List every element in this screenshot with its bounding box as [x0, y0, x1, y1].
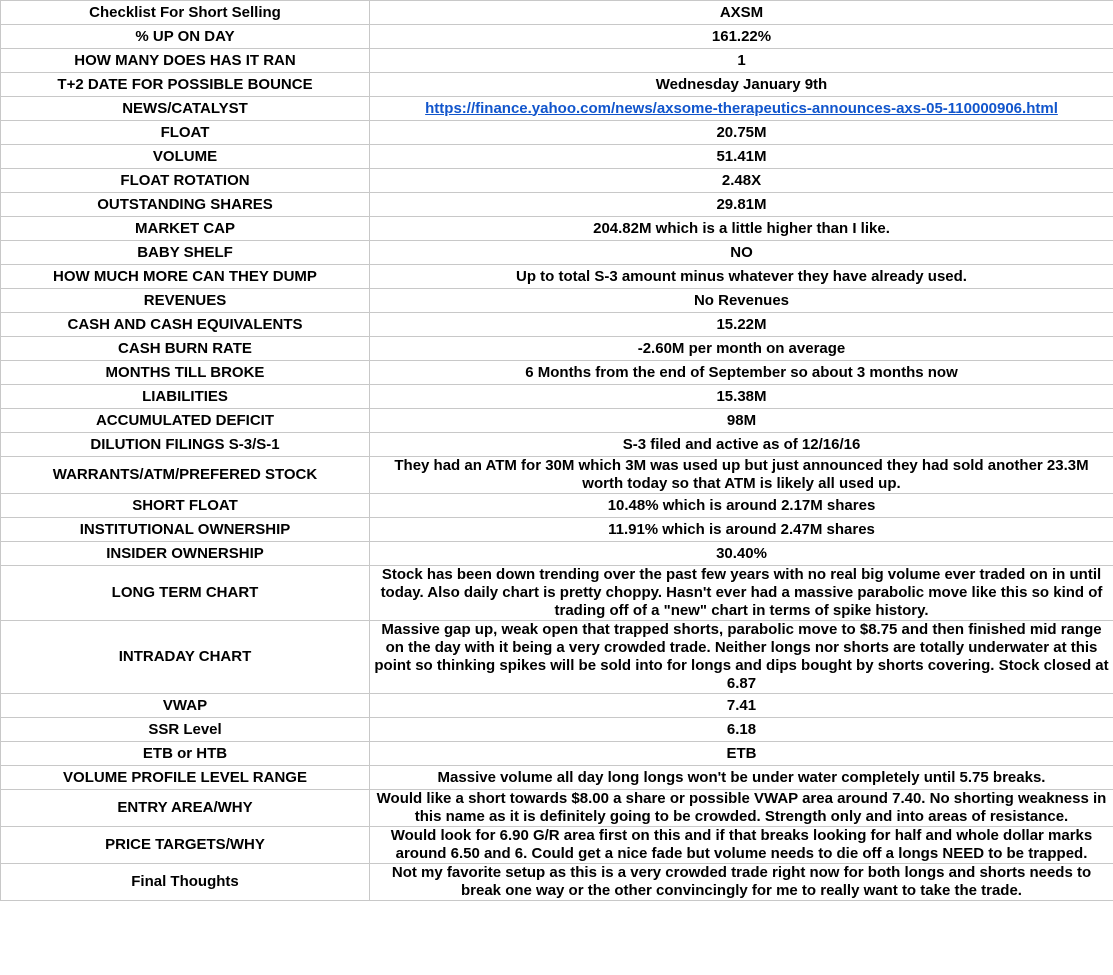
table-row	[1, 97, 1113, 121]
row-label[interactable]: PRICE TARGETS/WHY	[1, 827, 370, 864]
row-label[interactable]: INTRADAY CHART	[1, 621, 370, 694]
table-row	[1, 718, 1113, 742]
row-value[interactable]: Would look for 6.90 G/R area first on this and if that breaks looking for half and whole dollar marks around 6.50 and 6. Could get a nice fade but volume needs to die off a longs NEED to be trapped.	[370, 827, 1113, 864]
row-value[interactable]: 51.41M	[370, 145, 1113, 169]
row-label[interactable]: ETB or HTB	[1, 742, 370, 766]
row-label[interactable]: FLOAT ROTATION	[1, 169, 370, 193]
row-value[interactable]: 161.22%	[370, 25, 1113, 49]
table-row	[1, 621, 1113, 694]
table-row	[1, 217, 1113, 241]
row-value[interactable]: 1	[370, 49, 1113, 73]
row-value[interactable]: 20.75M	[370, 121, 1113, 145]
row-value[interactable]: They had an ATM for 30M which 3M was used up but just announced they had sold another 23.3M worth today so that ATM is likely all used up.	[370, 457, 1113, 494]
row-value[interactable]: 6 Months from the end of September so about 3 months now	[370, 361, 1113, 385]
row-value[interactable]: Massive volume all day long longs won't be under water completely until 5.75 breaks.	[370, 766, 1113, 790]
row-label[interactable]: CASH BURN RATE	[1, 337, 370, 361]
row-value[interactable]: 15.38M	[370, 385, 1113, 409]
row-label[interactable]: ACCUMULATED DEFICIT	[1, 409, 370, 433]
table-row	[1, 864, 1113, 901]
table-row	[1, 790, 1113, 827]
row-value[interactable]: No Revenues	[370, 289, 1113, 313]
row-value[interactable]: AXSM	[370, 1, 1113, 25]
table-row	[1, 766, 1113, 790]
row-value[interactable]: 7.41	[370, 694, 1113, 718]
table-row	[1, 289, 1113, 313]
row-label[interactable]: HOW MUCH MORE CAN THEY DUMP	[1, 265, 370, 289]
row-label[interactable]: % UP ON DAY	[1, 25, 370, 49]
news-link[interactable]: https://finance.yahoo.com/news/axsome-therapeutics-announces-axs-05-110000906.html	[425, 99, 1058, 117]
table-row	[1, 827, 1113, 864]
row-value[interactable]: Stock has been down trending over the past few years with no real big volume ever traded on in until today. Also daily chart is pretty choppy. Hasn't ever had a massive parabolic move like this so kind of trading off of a "new" chart in terms of spike history.	[370, 566, 1113, 621]
row-label[interactable]: SHORT FLOAT	[1, 494, 370, 518]
row-value[interactable]: NO	[370, 241, 1113, 265]
row-label[interactable]: OUTSTANDING SHARES	[1, 193, 370, 217]
row-value[interactable]: -2.60M per month on average	[370, 337, 1113, 361]
row-value[interactable]: Massive gap up, weak open that trapped shorts, parabolic move to $8.75 and then finished mid range on the day with it being a very crowded trade. Neither longs nor shorts are totally underwater at this point so thinking spikes will be sold into for longs and dips bought by shorts covering. Stock closed at 6.87	[370, 621, 1113, 694]
row-label[interactable]: INSIDER OWNERSHIP	[1, 542, 370, 566]
row-label[interactable]: WARRANTS/ATM/PREFERED STOCK	[1, 457, 370, 494]
table-row	[1, 313, 1113, 337]
row-value[interactable]: 2.48X	[370, 169, 1113, 193]
row-value[interactable]: S-3 filed and active as of 12/16/16	[370, 433, 1113, 457]
row-label[interactable]: MONTHS TILL BROKE	[1, 361, 370, 385]
table-row	[1, 694, 1113, 718]
row-value[interactable]: 15.22M	[370, 313, 1113, 337]
table-row	[1, 169, 1113, 193]
row-value[interactable]: 10.48% which is around 2.17M shares	[370, 494, 1113, 518]
row-label[interactable]: VOLUME	[1, 145, 370, 169]
row-label[interactable]: LONG TERM CHART	[1, 566, 370, 621]
news-link-cell[interactable]	[370, 97, 1113, 121]
row-label[interactable]: REVENUES	[1, 289, 370, 313]
table-row	[1, 121, 1113, 145]
table-row	[1, 49, 1113, 73]
row-label[interactable]: BABY SHELF	[1, 241, 370, 265]
row-label[interactable]: T+2 DATE FOR POSSIBLE BOUNCE	[1, 73, 370, 97]
row-label[interactable]: Final Thoughts	[1, 864, 370, 901]
row-label[interactable]: VOLUME PROFILE LEVEL RANGE	[1, 766, 370, 790]
table-row	[1, 433, 1113, 457]
row-value[interactable]: Up to total S-3 amount minus whatever they have already used.	[370, 265, 1113, 289]
table-row	[1, 241, 1113, 265]
table-row	[1, 337, 1113, 361]
table-row	[1, 742, 1113, 766]
row-label[interactable]: HOW MANY DOES HAS IT RAN	[1, 49, 370, 73]
row-value[interactable]: 29.81M	[370, 193, 1113, 217]
table-row	[1, 409, 1113, 433]
checklist-body	[1, 1, 1113, 901]
row-label[interactable]: VWAP	[1, 694, 370, 718]
row-label[interactable]: LIABILITIES	[1, 385, 370, 409]
row-value[interactable]: ETB	[370, 742, 1113, 766]
table-row	[1, 385, 1113, 409]
row-label[interactable]: INSTITUTIONAL OWNERSHIP	[1, 518, 370, 542]
row-value[interactable]: Would like a short towards $8.00 a share or possible VWAP area around 7.40. No shorting weakness in this name as it is definitely going to be crowded. Strength only and into areas of resistance.	[370, 790, 1113, 827]
table-row	[1, 361, 1113, 385]
table-row	[1, 265, 1113, 289]
row-label[interactable]: CASH AND CASH EQUIVALENTS	[1, 313, 370, 337]
row-value[interactable]: 98M	[370, 409, 1113, 433]
row-label[interactable]: FLOAT	[1, 121, 370, 145]
row-label[interactable]: SSR Level	[1, 718, 370, 742]
table-row	[1, 518, 1113, 542]
table-row	[1, 73, 1113, 97]
row-label[interactable]: DILUTION FILINGS S-3/S-1	[1, 433, 370, 457]
row-label[interactable]: NEWS/CATALYST	[1, 97, 370, 121]
row-value[interactable]: 30.40%	[370, 542, 1113, 566]
table-row	[1, 145, 1113, 169]
table-row	[1, 566, 1113, 621]
row-value[interactable]: 204.82M which is a little higher than I like.	[370, 217, 1113, 241]
row-value[interactable]: Wednesday January 9th	[370, 73, 1113, 97]
table-row	[1, 193, 1113, 217]
row-value[interactable]: Not my favorite setup as this is a very crowded trade right now for both longs and shorts needs to break one way or the other convincingly for me to really want to take the trade.	[370, 864, 1113, 901]
table-row	[1, 1, 1113, 25]
row-label[interactable]: Checklist For Short Selling	[1, 1, 370, 25]
table-row	[1, 25, 1113, 49]
row-value[interactable]: 11.91% which is around 2.47M shares	[370, 518, 1113, 542]
row-value[interactable]: 6.18	[370, 718, 1113, 742]
table-row	[1, 457, 1113, 494]
table-row	[1, 542, 1113, 566]
row-label[interactable]: ENTRY AREA/WHY	[1, 790, 370, 827]
row-label[interactable]: MARKET CAP	[1, 217, 370, 241]
table-row	[1, 494, 1113, 518]
